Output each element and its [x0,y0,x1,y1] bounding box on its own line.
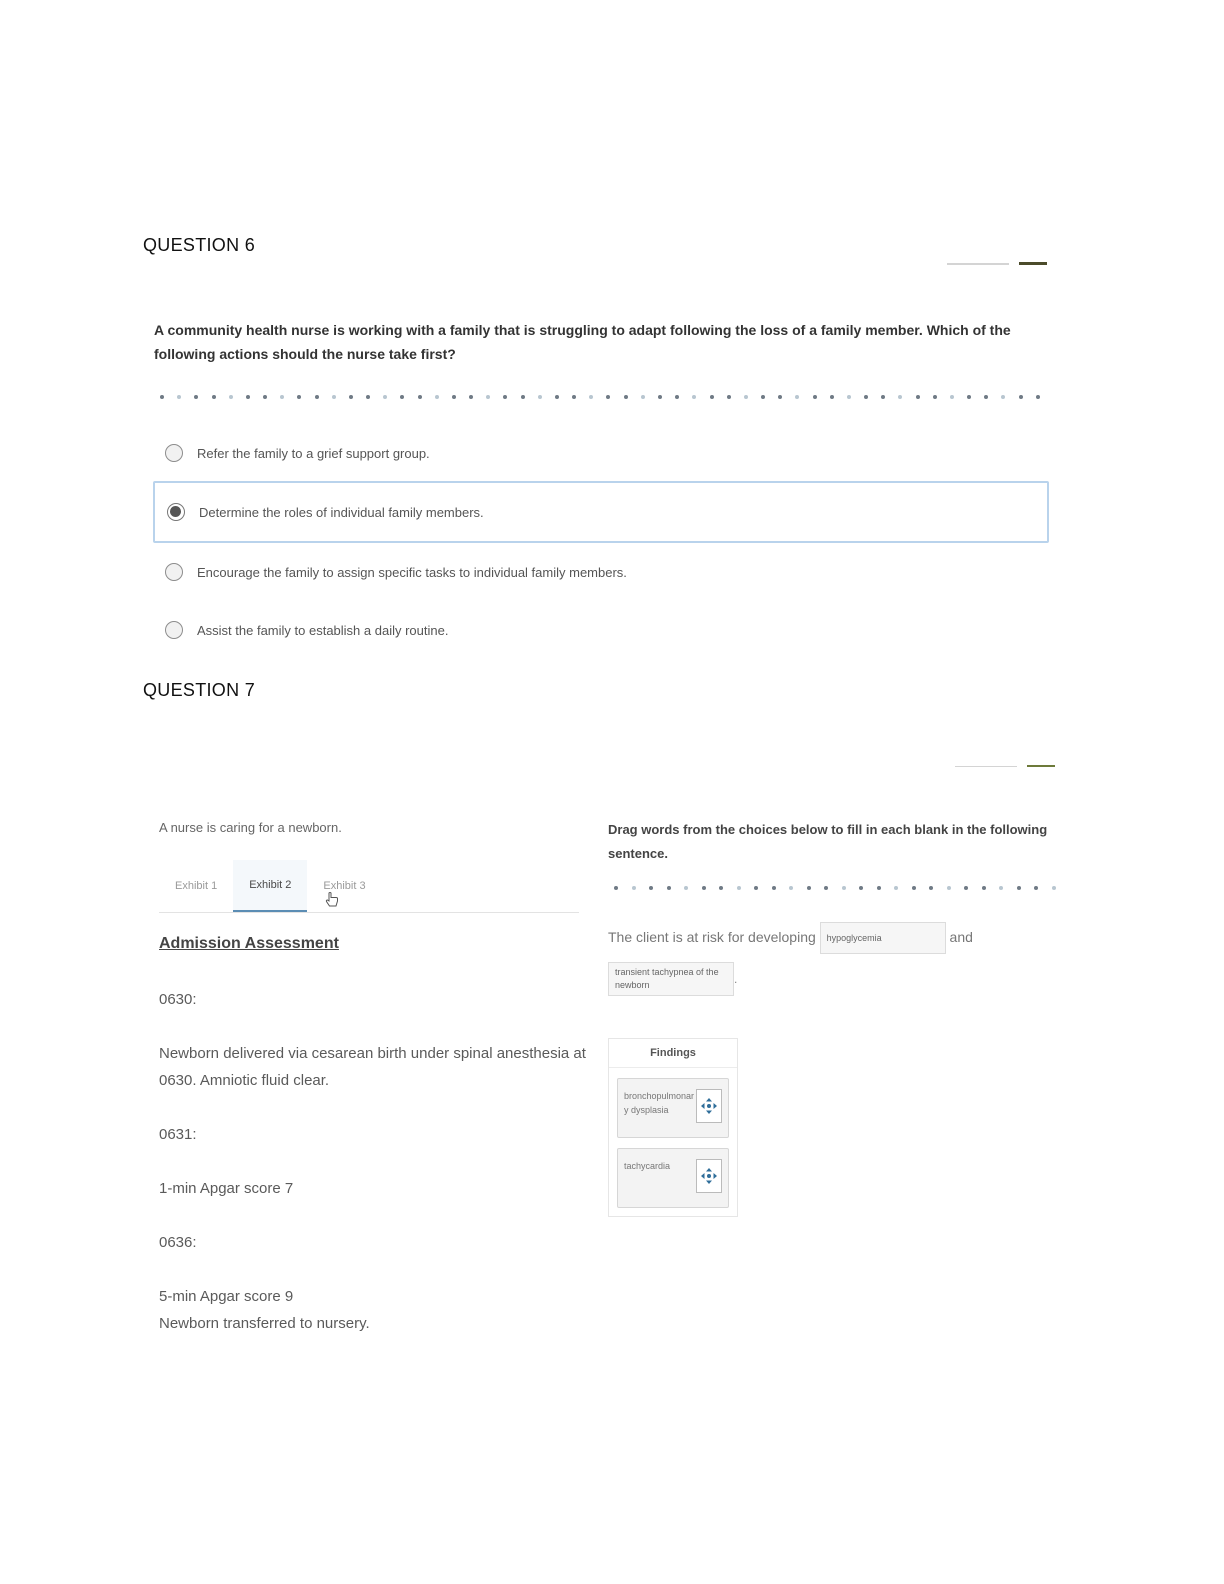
exhibit-title: Admission Assessment [159,935,339,952]
separator-dot [898,395,902,399]
separator-dot [538,395,542,399]
answer-options [153,425,1049,659]
separator-dot [761,395,765,399]
separator-dot [658,395,662,399]
choice-label: bronchopulmonary dysplasia [624,1091,695,1115]
exhibit-note: 5-min Apgar score 9 [159,1288,294,1305]
separator-dot [702,886,706,890]
separator-dot [280,395,284,399]
answer-option-label: Refer the family to a grief support group. [197,445,430,461]
separator-dot [332,395,336,399]
separator-dot [667,886,671,890]
sentence-part: and [949,929,973,945]
separator-dot [847,395,851,399]
separator-dot [692,395,696,399]
exhibit-tabs [159,860,579,913]
radio-button[interactable] [165,563,183,581]
answer-option-label: Determine the roles of individual family members. [199,504,484,520]
exhibit-note: Newborn delivered via cesarean birth under spinal anesthesia at 0630. Amniotic fluid clear. [159,1045,586,1089]
separator-dot [727,395,731,399]
separator-dot [929,886,933,890]
answer-option-2[interactable] [153,481,1049,543]
separator-dot [452,395,456,399]
separator-dot [824,886,828,890]
separator-dot [947,886,951,890]
choice-label: tachycardia [624,1161,671,1171]
exhibit-time: 0630: [159,991,197,1008]
exhibit-time: 0631: [159,1126,197,1143]
fill-in-sentence-line-2 [608,962,737,996]
answer-option-label: Assist the family to establish a daily routine. [197,622,449,638]
separator-dot [842,886,846,890]
move-icon[interactable] [696,1089,722,1123]
separator-dot [737,886,741,890]
separator-dot [795,395,799,399]
separator-dot [772,886,776,890]
separator-dot [859,886,863,890]
separator-dot [486,395,490,399]
separator-dot [572,395,576,399]
findings-header: Findings [609,1039,737,1068]
separator-dot [916,395,920,399]
sentence-part: The client is at risk for developing [608,929,816,945]
separator-dot [675,395,679,399]
separator-dot [469,395,473,399]
question-7-heading: QUESTION 7 [143,680,256,700]
instruction-text: Drag words from the choices below to fill in each blank in the following sentence. [608,822,1048,861]
answer-option-4[interactable] [153,601,1049,659]
separator-dot [684,886,688,890]
answer-option-1[interactable] [153,425,1049,481]
separator-dot [1052,886,1056,890]
separator-dot [719,886,723,890]
separator-dot [864,395,868,399]
separator-dot [894,886,898,890]
separator-dot [418,395,422,399]
separator-dot [614,886,618,890]
separator-dot [246,395,250,399]
separator-dot [297,395,301,399]
exhibit-note: Newborn transferred to nursery. [159,1315,370,1332]
separator-dot [229,395,233,399]
separator-dots [160,394,1040,400]
findings-panel [608,1038,738,1217]
fill-in-sentence [608,922,973,954]
separator-dot [349,395,353,399]
tab-exhibit-2[interactable]: Exhibit 2 [233,860,307,912]
tab-exhibit-3[interactable] [307,860,381,912]
separator-dot [813,395,817,399]
separator-dot [160,395,164,399]
tab-exhibit-1[interactable]: Exhibit 1 [175,880,218,892]
exhibit-time: 0636: [159,1234,197,1251]
blank-drop-zone-2[interactable]: transient tachypnea of the newborn [608,962,734,996]
toolbar-divider [947,263,1009,265]
separator-dot [967,395,971,399]
separator-dot [1036,395,1040,399]
separator-dot [778,395,782,399]
separator-dot [999,886,1003,890]
separator-dot [789,886,793,890]
separator-dot [933,395,937,399]
separator-dot [1001,395,1005,399]
radio-button[interactable] [165,444,183,462]
separator-dot [744,395,748,399]
separator-dot [984,395,988,399]
blank-drop-zone-1[interactable]: hypoglycemia [820,922,946,954]
radio-button-selected[interactable] [167,503,185,521]
scenario-text: A nurse is caring for a newborn. [159,820,342,835]
separator-dot [366,395,370,399]
hand-cursor-icon [325,892,339,908]
separator-dot [177,395,181,399]
separator-dot [710,395,714,399]
separator-dot [830,395,834,399]
separator-dot [982,886,986,890]
drag-choice-bronchopulmonary-dysplasia[interactable] [617,1078,729,1138]
separator-dot [754,886,758,890]
question-6-heading: QUESTION 6 [143,235,256,255]
separator-dot [263,395,267,399]
move-icon[interactable] [696,1159,722,1193]
toolbar-divider [955,766,1017,767]
toolbar-marker [1027,765,1055,767]
tab-exhibit-3-label: Exhibit 3 [323,880,366,892]
separator-dot [194,395,198,399]
separator-dot [632,886,636,890]
toolbar-marker [1019,262,1047,265]
separator-dot [435,395,439,399]
separator-dot [503,395,507,399]
radio-button[interactable] [165,621,183,639]
separator-dot [400,395,404,399]
separator-dot [649,886,653,890]
separator-dot [1034,886,1038,890]
sentence-end: . [734,972,738,987]
separator-dot [950,395,954,399]
separator-dot [881,395,885,399]
exhibit-note: 1-min Apgar score 7 [159,1180,294,1197]
separator-dots [614,885,1056,891]
separator-dot [1019,395,1023,399]
separator-dot [589,395,593,399]
separator-dot [964,886,968,890]
answer-option-label: Encourage the family to assign specific tasks to individual family members. [197,564,627,580]
separator-dot [807,886,811,890]
separator-dot [521,395,525,399]
separator-dot [383,395,387,399]
separator-dot [606,395,610,399]
drag-choice-tachycardia[interactable] [617,1148,729,1208]
question-6-stem: A community health nurse is working with a family that is struggling to adapt following the loss of a family member. Which of the following actions should the nurse take first? [154,322,1011,362]
answer-option-3[interactable] [153,543,1049,601]
separator-dot [877,886,881,890]
separator-dot [555,395,559,399]
separator-dot [912,886,916,890]
separator-dot [212,395,216,399]
separator-dot [315,395,319,399]
separator-dot [1017,886,1021,890]
separator-dot [624,395,628,399]
separator-dot [641,395,645,399]
